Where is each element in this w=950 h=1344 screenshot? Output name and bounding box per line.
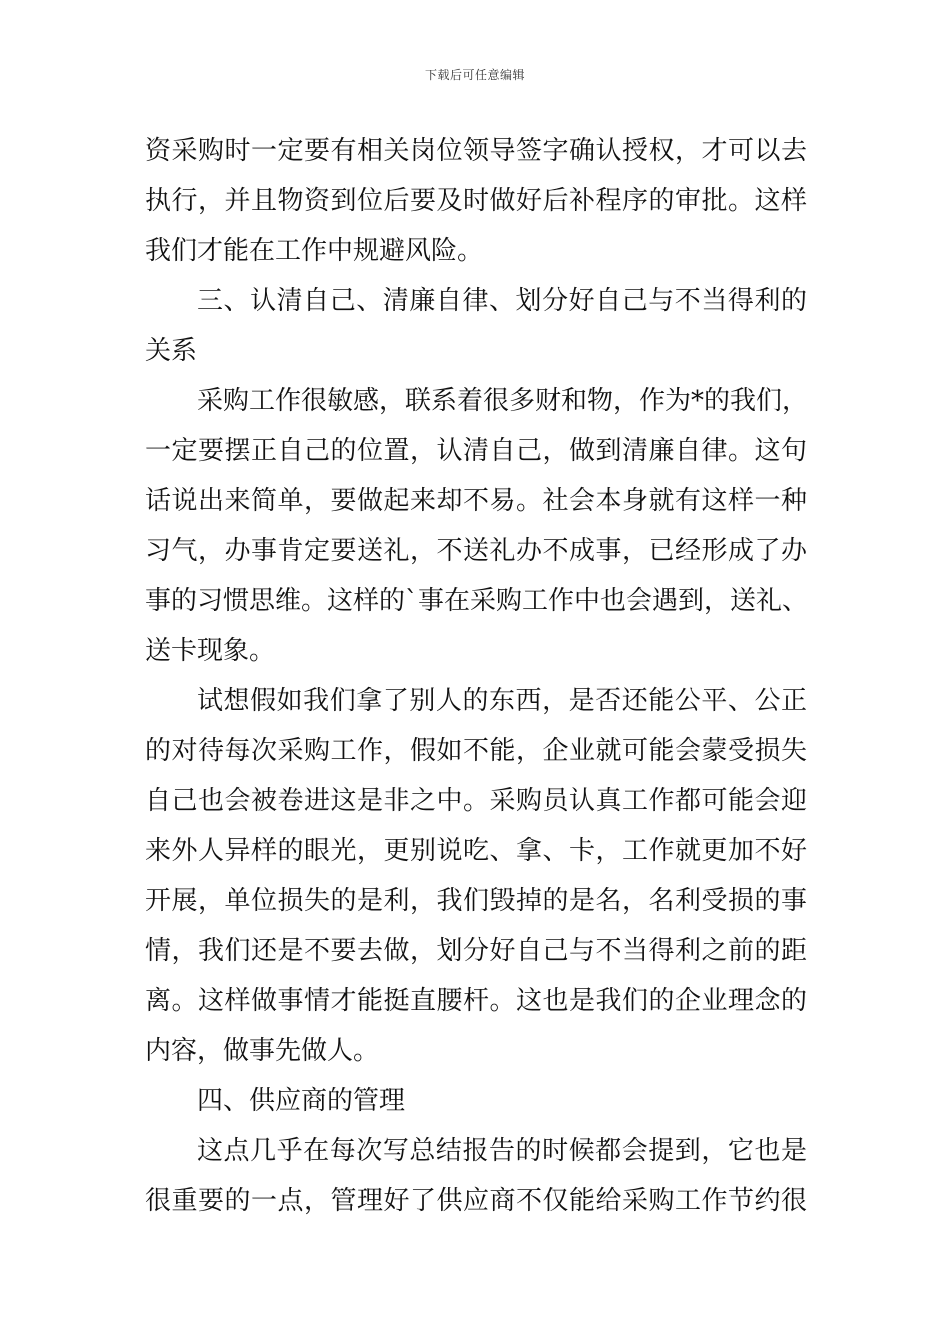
section-heading-line: 关系 (145, 336, 198, 366)
paragraph-line: 来外人异样的眼光，更别说吃、拿、卡，工作就更加不好 (145, 836, 807, 866)
paragraph-line: 自己也会被卷进这是非之中。采购员认真工作都可能会迎 (145, 786, 807, 816)
paragraph-line: 开展，单位损失的是利，我们毁掉的是名，名利受损的事 (145, 886, 807, 916)
paragraph-line: 执行，并且物资到位后要及时做好后补程序的审批。这样 (145, 186, 807, 216)
paragraph-line: 离。这样做事情才能挺直腰杆。这也是我们的企业理念的 (145, 986, 807, 1016)
paragraph-line: 话说出来简单，要做起来却不易。社会本身就有这样一种 (145, 486, 807, 516)
page-header: 下载后可任意编辑 (424, 68, 525, 82)
paragraph-line: 采购工作很敏感，联系着很多财和物，作为*的我们， (197, 386, 809, 416)
paragraph-line: 内容，做事先做人。 (145, 1036, 380, 1066)
paragraph-line: 事的习惯思维。这样的`事在采购工作中也会遇到，送礼、 (145, 586, 809, 616)
document-body (145, 126, 807, 1226)
paragraph-line: 资采购时一定要有相关岗位领导签字确认授权，才可以去 (145, 136, 807, 166)
paragraph-line: 送卡现象。 (145, 636, 276, 666)
paragraph-line: 一定要摆正自己的位置，认清自己，做到清廉自律。这句 (145, 436, 807, 466)
paragraph-line: 这点几乎在每次写总结报告的时候都会提到，它也是 (197, 1136, 807, 1166)
paragraph-line: 习气，办事肯定要送礼，不送礼办不成事，已经形成了办 (145, 536, 807, 566)
paragraph-line: 试想假如我们拿了别人的东西，是否还能公平、公正 (197, 686, 807, 716)
section-heading-line: 四、供应商的管理 (197, 1086, 406, 1116)
paragraph-line: 我们才能在工作中规避风险。 (145, 236, 484, 266)
paragraph-line: 的对待每次采购工作，假如不能，企业就可能会蒙受损失 (145, 736, 807, 766)
paragraph-line: 很重要的一点，管理好了供应商不仅能给采购工作节约很 (145, 1186, 807, 1216)
paragraph-line: 情，我们还是不要去做，划分好自己与不当得利之前的距 (145, 936, 807, 966)
section-heading-line: 三、认清自己、清廉自律、划分好自己与不当得利的 (197, 286, 807, 316)
